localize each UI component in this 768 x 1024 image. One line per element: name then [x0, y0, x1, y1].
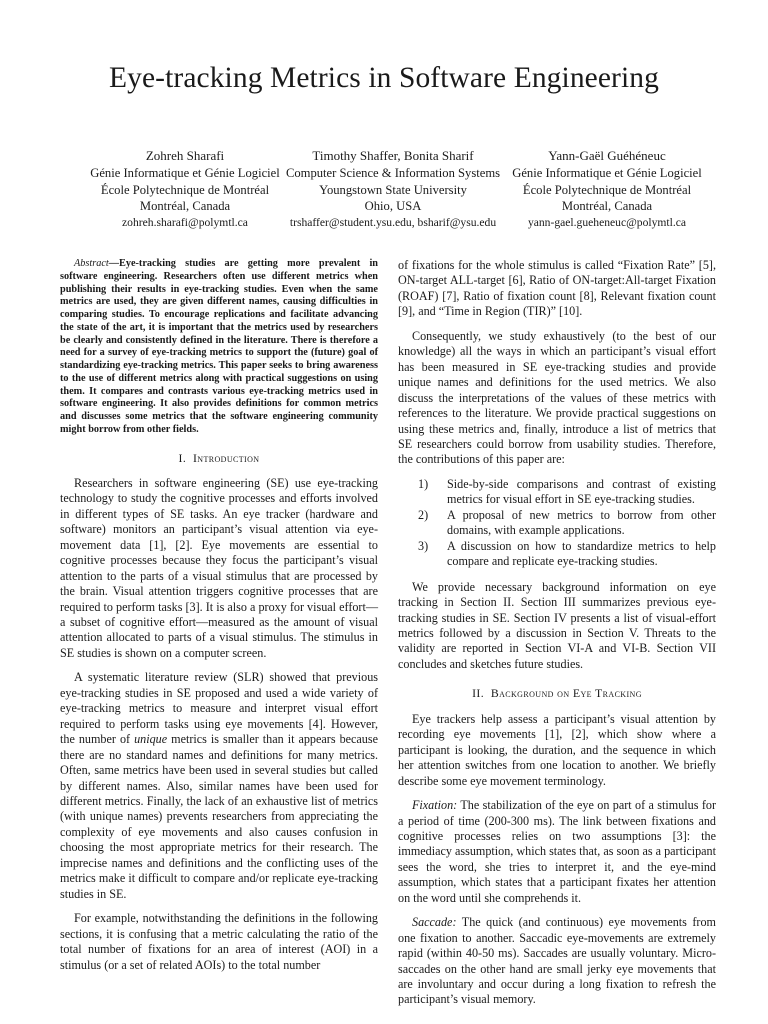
affiliation-line: Youngstown State University — [319, 182, 467, 197]
affiliation-line: Ohio, USA — [364, 199, 422, 214]
abstract-text: —Eye-tracking studies are getting more prevalent in software engineering. Researchers often use different metrics when publishing their results in eye-tracking studies. Even when the same metrics are used, they are given different names, causing difficulties in comparing studies. To encourage replications and facilitate advancing the state of the art, it is important that the metrics used by researchers be clearly and consistently defined in the literature. There is therefore a need for a survey of eye-tracking metrics to support the (future) goal of standardizing eye-tracking metrics. This paper seeks to bring awareness to the use of different metrics along with practical suggestions on using them. It compares and contrasts various eye-tracking metrics used in software engineering. It also provides definitions for common metrics and discusses some metrics that the software engineering community might borrow from other fields. — [60, 258, 378, 435]
list-text: A proposal of new metrics to borrow from other domains, with example applications. — [447, 507, 716, 538]
list-item — [398, 508, 716, 539]
section-number: I. — [178, 450, 187, 465]
definition-fixation — [398, 798, 716, 906]
body-paragraph: For example, notwithstanding the definitions in the following sections, it is confusing that a metric calculating the ratio of the total number of fixations for an area of interest (AOI) in a stimulus (or a set of related AOIs) to the total number — [60, 911, 378, 972]
body-paragraph: Eye trackers help assess a participant’s visual attention by recording eye movements [1], [2], which show where a participant is looking, the duration, and the sequence in which her attention switches from one location to another. We briefly describe some eye movement terminology. — [398, 711, 716, 788]
author-email: trshaffer@student.ysu.edu, bsharif@ysu.edu — [289, 215, 497, 229]
section-number: II. — [472, 686, 485, 701]
list-number: 3) — [418, 538, 429, 553]
term-saccade: Saccade: — [412, 915, 457, 930]
author-block-3 — [482, 148, 732, 231]
right-column — [398, 258, 716, 1017]
definition-saccade — [398, 915, 716, 1008]
abstract-label: Abstract — [74, 258, 109, 269]
section-title: Introduction — [192, 450, 260, 465]
section-heading-introduction — [60, 451, 378, 466]
affiliation-line: Montréal, Canada — [561, 199, 653, 214]
list-text: A discussion on how to standardize metrics to help compare and replicate eye-tracking studies. — [447, 538, 716, 569]
paper-title: Eye-tracking Metrics in Software Engineering — [109, 62, 659, 94]
emphasis-unique: unique — [134, 732, 168, 747]
affiliation-line: Montréal, Canada — [139, 199, 231, 214]
author-email: zohreh.sharafi@polymtl.ca — [122, 215, 248, 229]
author-block-2 — [268, 148, 518, 231]
paragraph-text: metrics is smaller than it appears because there are no standard names and definitions for many metrics. Often, same metrics have been used in several studies but called by different names. Also, similar names have been used for different metrics. Finally, the lack of an exhaustive list of metrics (with unique names) prevents researchers from appreciating the complexity of eye movements and also causes confusion in choosing the most appropriate metrics for their research. The imprecise names and definitions and the conflicting uses of the metrics make it difficult to compare and/or replicate eye-tracking studies in SE. — [60, 732, 378, 901]
left-column — [60, 258, 378, 982]
body-paragraph: Consequently, we study exhaustively (to the best of our knowledge) all the ways in which an participant’s visual effort has been measured in SE eye-tracking studies and provide unique names and definitions for the used metrics. We also discuss the interpretations of the values of these metrics with references to the literature. We provide practical suggestions on using these metrics and, finally, introduce a list of metrics that SE researchers could borrow from usability studies. Therefore, the contributions of this paper are: — [398, 328, 716, 467]
definition-text: The quick (and continuous) eye movements from one fixation to another. Saccadic eye-movements are extremely rapid (within 40-50 ms). Saccades are usually voluntary. Micro-saccades on the other hand are small jerky eye movements that are involuntary and occur during a long fixation to refresh the participant’s visual memory. — [398, 915, 716, 1007]
affiliation-line: Génie Informatique et Génie Logiciel — [90, 166, 280, 181]
definition-text: The stabilization of the eye on part of a stimulus for a period of time (200-300 ms). The link between fixations and cognitive processes relies on two assumptions [3]: the immediacy assumption, which states that, as soon as a participant sees the word, she tries to interpret it, and the eye-mind assumption, which states that a participant fixates her attention on the word until she comprehends it. — [398, 798, 716, 905]
author-name: Yann-Gaël Guéhéneuc — [548, 148, 666, 163]
body-paragraph: We provide necessary background information on eye tracking in Section II. Section III summarizes previous eye-tracking studies in SE. Section IV presents a list of visual-effort metrics followed by a discussion in Section V. Threats to the validity are reported in Section VI-A and VI-B. Section VII concludes and sketches future studies. — [398, 579, 716, 671]
body-paragraph: Researchers in software engineering (SE) use eye-tracking technology to study the cognitive processes and efforts involved in different types of SE tasks. An eye tracker (hardware and software) monitors an participant’s visual attention via eye-movement data [1], [2]. Eye movements are essential to cognitive processes because they focus the participant’s visual attention to the parts of a visual stimulus that are processed by the brain. Visual attention triggers cognitive processes that are required to perform tasks [3]. It is also a proxy for visual effort—a subset of cognitive effort—measured as the amount of visual attention allocated to parts of a visual stimulus. The stimulus in SE studies is shown on a computer screen. — [60, 475, 378, 660]
body-paragraph: of fixations for the whole stimulus is called “Fixation Rate” [5], ON-target ALL-target [6], Ratio of ON-target:All-target Fixation (ROAF) [7], Ratio of fixation count [8], Relevant fixation count [9], and “Time in Region (TIR)” [10]. — [398, 258, 716, 319]
affiliation-line: Computer Science & Information Systems — [285, 166, 501, 181]
list-item — [398, 477, 716, 508]
affiliation-line: École Polytechnique de Montréal — [100, 182, 270, 197]
abstract — [60, 258, 378, 437]
affiliation-line: Génie Informatique et Génie Logiciel — [512, 166, 702, 181]
list-number: 2) — [418, 507, 429, 522]
term-fixation: Fixation: — [412, 798, 458, 813]
author-email: yann-gael.gueheneuc@polymtl.ca — [527, 215, 687, 229]
section-heading-background — [398, 686, 716, 701]
contributions-list — [398, 477, 716, 570]
affiliation-line: École Polytechnique de Montréal — [522, 182, 692, 197]
paragraph-text: A systematic literature review (SLR) showed that previous eye-tracking studies in SE proposed and used a wide variety of eye-tracking metrics to measure and interpret visual effort required to perform tasks using eye movements [4]. However, the number of — [60, 670, 378, 747]
list-text: Side-by-side comparisons and contrast of existing metrics for visual effort in SE eye-tracking studies. — [447, 476, 716, 507]
list-item — [398, 539, 716, 570]
section-title: Background on Eye Tracking — [490, 686, 642, 701]
author-name: Timothy Shaffer, Bonita Sharif — [312, 148, 474, 163]
list-number: 1) — [418, 476, 429, 491]
author-name: Zohreh Sharafi — [145, 148, 225, 163]
body-paragraph — [60, 670, 378, 902]
